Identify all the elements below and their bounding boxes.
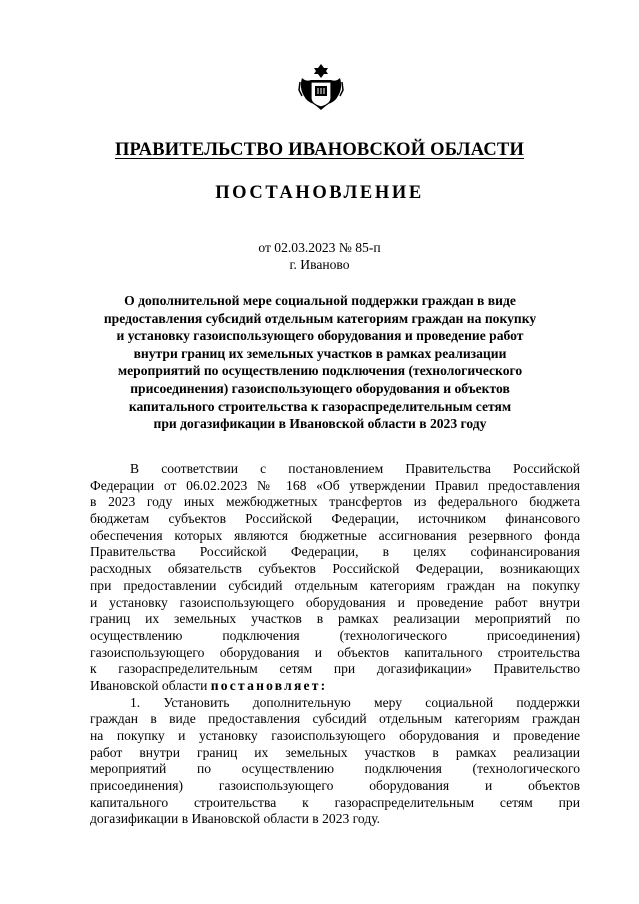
- preamble-line: газоиспользующего оборудования и объектов капитального строительства: [90, 644, 580, 660]
- preamble-line: в 2023 году иных межбюджетных трансфертов из федерального бюджета: [90, 494, 580, 510]
- preamble-line: и установку газоиспользующего оборудования и проведение работ внутри: [90, 594, 580, 610]
- date-number: от 02.03.2023 № 85-п: [258, 240, 381, 255]
- preamble-line: обеспечения которых являются бюджетные ассигнования резервного фонда: [90, 527, 580, 543]
- item1-line: на покупку и установку газоиспользующего оборудования и проведение: [90, 728, 580, 743]
- coat-of-arms-icon: [298, 62, 344, 114]
- subject-line: при догазификации в Ивановской области в 2023 году: [153, 416, 487, 432]
- subject-line: присоединения) газоиспользующего оборудования и объектов: [130, 380, 510, 396]
- city: г. Иваново: [289, 257, 350, 272]
- decree-word: постановляет:: [210, 677, 328, 693]
- document-type: ПОСТАНОВЛЕНИЕ: [215, 183, 424, 203]
- subject-line: О дополнительной мере социальной поддержки граждан в виде: [124, 293, 516, 308]
- item1-line: мероприятий по осуществлению подключения (технологического: [90, 761, 580, 777]
- preamble-last-line: [90, 678, 580, 695]
- item1-line: 1. Установить дополнительную меру социальной поддержки: [130, 694, 580, 710]
- subject-line: и установку газоиспользующего оборудования и проведение работ: [116, 328, 524, 344]
- preamble-line: расходных обязательств субъектов Российской Федерации, возникающих: [90, 561, 580, 577]
- document-body: [90, 461, 580, 828]
- preamble-line: В соответствии с постановлением Правительства Российской: [130, 461, 580, 476]
- subject-line: внутри границ их земельных участков в рамках реализации: [133, 345, 507, 361]
- preamble-line: осуществлению подключения (технологического присоединения): [90, 627, 580, 643]
- preamble-last-text: Ивановской области: [90, 677, 208, 693]
- item1-line: капитального строительства к газораспределительным сетям при: [90, 794, 580, 810]
- subject-line: предоставления субсидий отдельным категориям граждан на покупку: [103, 310, 537, 326]
- preamble-line: границ их земельных участков в рамках реализации мероприятий по: [90, 611, 580, 627]
- item1-line: граждан в виде предоставления субсидий отдельным категориям граждан: [90, 711, 580, 727]
- preamble-line: при предоставлении субсидий отдельным категориям граждан на покупку: [90, 577, 580, 593]
- document-subject: [90, 292, 550, 433]
- subject-line: капитального строительства к газораспределительным сетям: [128, 398, 512, 414]
- subject-line: мероприятий по осуществлению подключения (технологического: [117, 363, 523, 379]
- item1-line: работ внутри границ их земельных участков в рамках реализации: [90, 744, 580, 760]
- government-title: ПРАВИТЕЛЬСТВО ИВАНОВСКОЙ ОБЛАСТИ: [114, 140, 525, 160]
- item1-last-line: догазификации в Ивановской области в 2023 году.: [90, 811, 381, 827]
- preamble-line: Правительства Российской Федерации, в целях софинансирования: [90, 544, 580, 560]
- preamble-line: бюджетам субъектов Российской Федерации, источником финансового: [90, 511, 580, 527]
- preamble-line: Федерации от 06.02.2023 № 168 «Об утверждении Правил предоставления: [90, 477, 580, 493]
- preamble-line: к газораспределительным сетям при догазификации» Правительство: [90, 661, 580, 677]
- item1-line: присоединения) газоиспользующего оборудования и объектов: [90, 778, 580, 794]
